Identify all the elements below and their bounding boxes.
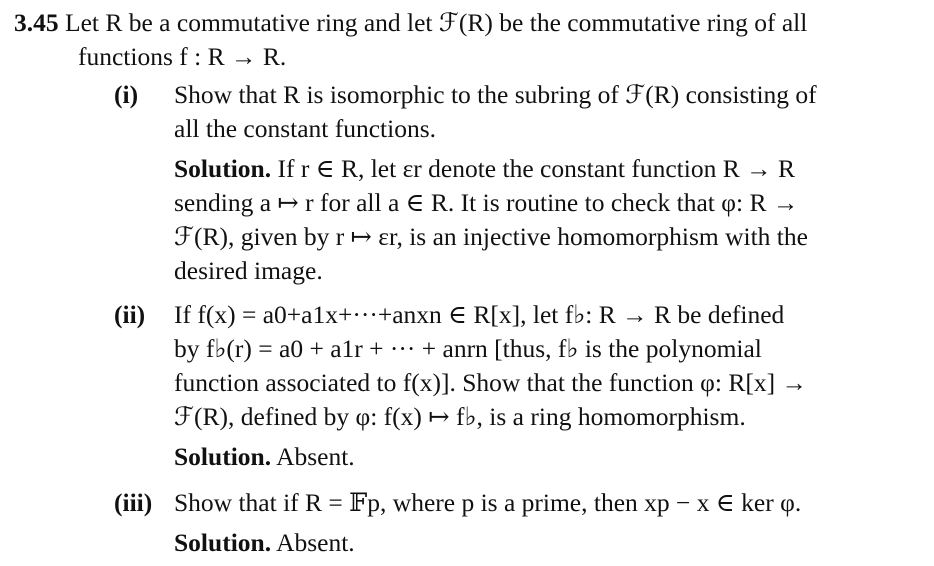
part-i-solution-line-2: sending a ↦ r for all a ∈ R. It is routine to check that φ: R → [174,188,799,217]
part-i-solution-text-1: If r ∈ R, let εr denote the constant function R → R [277,154,795,183]
part-ii-statement-line-1: If f(x) = a0+a1x+···+anxn ∈ R[x], let f♭: R → R be defined [174,300,785,329]
problem-line-1 [14,6,910,40]
part-i-solution-line-1 [174,152,795,186]
part-i-solution-line-3: ℱ(R), given by r ↦ εr, is an injective homomorphism with the [174,222,808,251]
problem-intro-line-2: functions f : R → R. [78,42,287,71]
part-i-solution-label: Solution. [174,154,272,183]
part-iii-statement-line-1: Show that if R = 𝔽p, where p is a prime, then xp − x ∈ ker φ. [174,488,802,517]
part-i-statement-line-2: all the constant functions. [174,114,437,143]
part-iii-label: (iii) [114,488,153,517]
part-ii-statement-line-3: function associated to f(x)]. Show that the function φ: R[x] → [174,368,807,397]
part-i-statement-line-1: Show that R is isomorphic to the subring of ℱ(R) consisting of [174,80,817,109]
problem-number: 3.45 [14,8,59,37]
part-ii-solution-label: Solution. [174,442,272,471]
part-ii-statement-line-2: by f♭(r) = a0 + a1r + ··· + anrn [thus, f♭ is the polynomial [174,334,762,363]
part-ii-label: (ii) [114,300,146,329]
part-i-solution-line-4: desired image. [174,256,323,285]
part-ii-statement-line-4: ℱ(R), defined by φ: f(x) ↦ f♭, is a ring homomorphism. [174,402,746,431]
part-i-label: (i) [114,80,139,109]
part-ii-solution-line [174,440,355,474]
part-iii-solution-line [174,526,355,560]
problem-intro-line-1: Let R be a commutative ring and let ℱ(R) be the commutative ring of all [65,8,808,37]
part-iii-solution-text: Absent. [276,528,355,557]
part-ii-solution-text: Absent. [276,442,355,471]
part-iii-solution-label: Solution. [174,528,272,557]
